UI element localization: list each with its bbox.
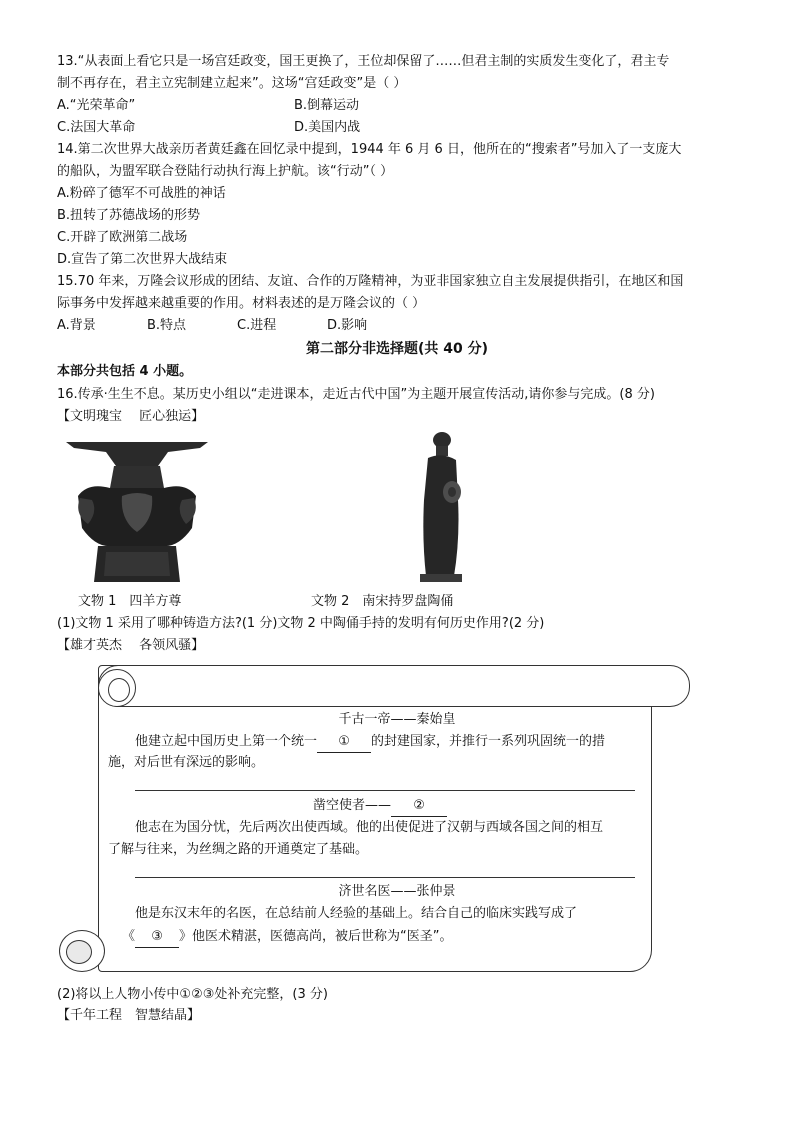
divider-1 (135, 790, 635, 791)
bio1-title: 千古一帝——秦始皇 (338, 712, 456, 727)
blank-3: ③ (135, 927, 179, 948)
q14-option-b: B.扭转了苏德战场的形势 (57, 208, 201, 223)
q14-option-a: A.粉碎了德军不可战胜的神话 (57, 186, 226, 201)
bio2-line1: 他志在为国分忧，先后两次出使西域。他的出使促进了汉朝与西域各国之间的相互 (135, 820, 604, 835)
artifact2-caption: 文物 2 南宋持罗盘陶俑 (311, 594, 454, 609)
divider-2 (135, 877, 635, 878)
q13-option-b: B.倒幕运动 (294, 98, 360, 113)
section-heading-artifacts: 【文明瑰宝 匠心独运】 (57, 409, 205, 424)
q13-option-a: A.“光荣革命” (57, 98, 136, 113)
q15-stem-line2: 际事务中发挥越来越重要的作用。材料表述的是万隆会议的（ ） (57, 296, 426, 311)
scroll-top-curl-inner (108, 678, 130, 702)
part2-title: 第二部分非选择题(共 40 分) (305, 341, 489, 357)
q15-option-b: B.特点 (147, 318, 187, 333)
section-heading-projects: 【千年工程 智慧结晶】 (57, 1008, 201, 1023)
blank-1: ① (317, 732, 371, 753)
q15-option-d: D.影响 (327, 318, 368, 333)
artifact2-compass-figurine-image (410, 430, 470, 584)
bio3-line1: 他是东汉末年的名医，在总结前人经验的基础上。结合自己的临床实践写成了 (135, 906, 578, 921)
artifact1-caption: 文物 1 四羊方尊 (78, 594, 182, 609)
q13-stem-line2: 制不再存在，君主立宪制建立起来”。这场“宫廷政变”是（ ） (57, 76, 407, 91)
q14-option-d: D.宣告了第二次世界大战结束 (57, 252, 228, 267)
q15-option-a: A.背景 (57, 318, 96, 333)
blank-2: ② (391, 796, 447, 817)
bio1-line2: 施，对后世有深远的影响。 (108, 755, 265, 770)
artifact1-four-ram-zun-image (58, 436, 216, 586)
q14-option-c: C.开辟了欧洲第二战场 (57, 230, 188, 245)
q13-option-c: C.法国大革命 (57, 120, 136, 135)
q14-stem-line1: 14.第二次世界大战亲历者黄廷鑫在回忆录中提到，1944 年 6 月 6 日，他所在的“搜索者”号加入了一支庞大 (57, 142, 682, 157)
q16-sub1: (1)文物 1 采用了哪种铸造方法?(1 分)文物 2 中陶俑手持的发明有何历史作用?(2 分) (57, 616, 545, 631)
q15-option-c: C.进程 (237, 318, 277, 333)
q15-stem-line1: 15.70 年来，万隆会议形成的团结、友谊、合作的万隆精神，为亚非国家独立自主发展提供指引，在地区和国 (57, 274, 684, 289)
q16-stem: 16.传承·生生不息。某历史小组以“走进课本，走近古代中国”为主题开展宣传活动,请你参与完成。(8 分) (57, 387, 655, 402)
section-heading-figures: 【雄才英杰 各领风骚】 (57, 638, 205, 653)
part2-intro: 本部分共包括 4 小题。 (57, 364, 193, 379)
bio3-line2: 《 ③ 》他医术精湛，医德高尚，被后世称为“医圣”。 (122, 927, 453, 948)
scroll-top-roll (98, 665, 690, 707)
bio2-line2: 了解与往来，为丝绸之路的开通奠定了基础。 (108, 842, 369, 857)
scroll-bottom-curl-inner (66, 940, 92, 964)
q16-sub2: (2)将以上人物小传中①②③处补充完整，(3 分) (57, 987, 328, 1002)
q14-stem-line2: 的船队，为盟军联合登陆行动执行海上护航。该“行动”（ ） (57, 164, 394, 179)
q13-option-d: D.美国内战 (294, 120, 361, 135)
bio1-line1: 他建立起中国历史上第一个统一 ① 的封建国家，并推行一系列巩固统一的措 (135, 732, 605, 753)
bio3-title: 济世名医——张仲景 (338, 884, 456, 899)
q13-stem-line1: 13.“从表面上看它只是一场宫廷政变，国王更换了，王位却保留了……但君主制的实质发生变化了，君主专 (57, 54, 670, 69)
bio2-title: 凿空使者—— ② (313, 796, 447, 817)
